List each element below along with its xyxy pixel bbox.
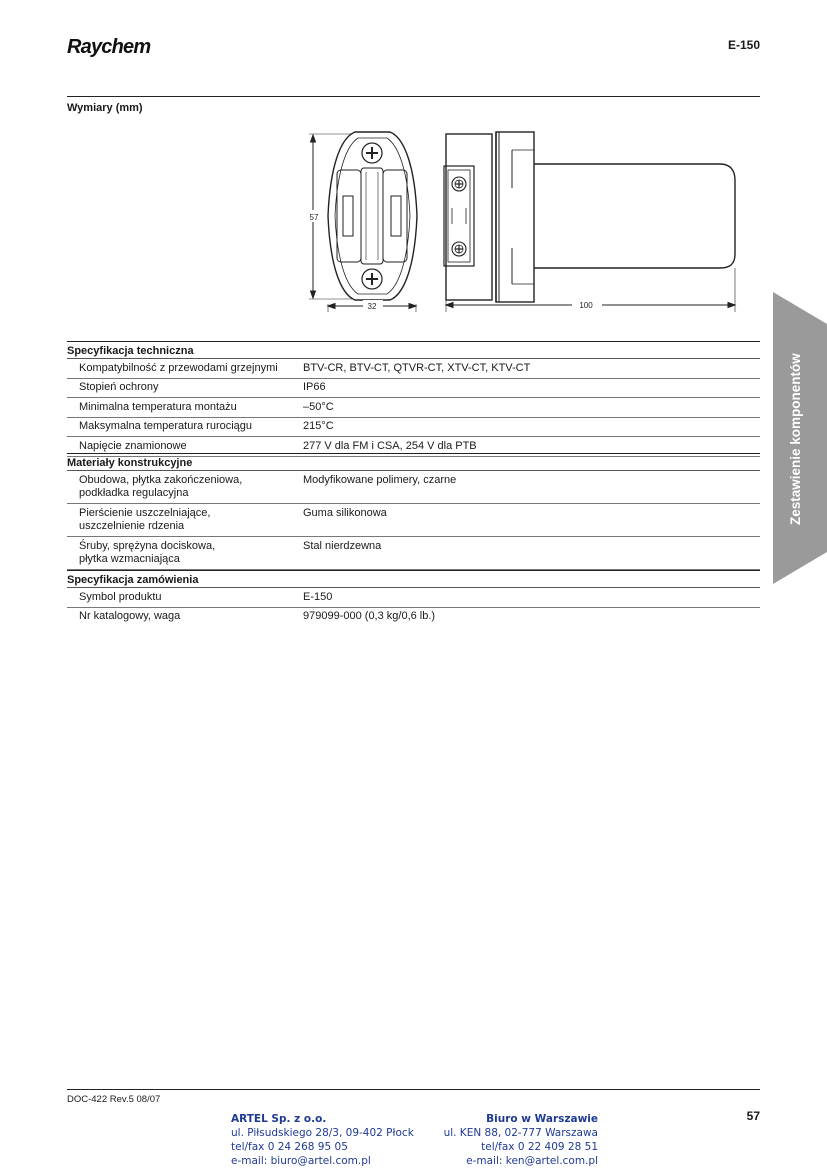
address-phone: tel/fax 0 22 409 28 51 — [481, 1141, 598, 1153]
document-revision: DOC-422 Rev.5 08/07 — [67, 1094, 161, 1105]
table-row — [67, 608, 760, 627]
spec-value: Stal nierdzewna — [303, 539, 382, 552]
spec-key: Stopień ochrony — [79, 381, 159, 393]
page-number: 57 — [746, 1109, 760, 1123]
tech-spec-title: Specyfikacja techniczna — [67, 341, 760, 359]
table-row — [67, 471, 760, 504]
company-name: ARTEL Sp. z o.o. — [231, 1113, 327, 1125]
tech-spec-table — [67, 341, 760, 457]
header-divider — [67, 96, 760, 97]
materials-title: Materiały konstrukcyjne — [67, 453, 760, 471]
address-email: e-mail: biuro@artel.com.pl — [231, 1155, 371, 1167]
dimension-width-label: 32 — [367, 302, 377, 311]
spec-value: E-150 — [303, 590, 333, 603]
dimensions-title: Wymiary (mm) — [67, 102, 143, 114]
spec-value: –50°C — [303, 400, 334, 413]
technical-drawing — [300, 128, 745, 318]
address-street: ul. Piłsudskiego 28/3, 09-402 Płock — [231, 1127, 414, 1139]
side-tab-label: Zestawienie komponentów — [788, 353, 803, 525]
table-row — [67, 537, 760, 570]
spec-key — [67, 507, 291, 534]
footer-address-right — [440, 1112, 598, 1168]
spec-value: 215°C — [303, 420, 334, 432]
spec-key: Kompatybilność z przewodami grzejnymi — [79, 361, 278, 374]
address-phone: tel/fax 0 24 268 95 05 — [231, 1141, 348, 1153]
spec-value: IP66 — [303, 381, 326, 393]
table-row — [67, 398, 760, 418]
spec-key: Napięcie znamionowe — [79, 439, 187, 452]
spec-key: Maksymalna temperatura rurociągu — [79, 420, 253, 432]
address-email: e-mail: ken@artel.com.pl — [466, 1155, 598, 1167]
spec-key-line: podkładka regulacyjna — [79, 487, 189, 499]
footer-address-left — [231, 1112, 414, 1168]
order-spec-title: Specyfikacja zamówienia — [67, 570, 760, 588]
spec-key: Minimalna temperatura montażu — [79, 400, 237, 413]
spec-key-line: Pierścienie uszczelniające, — [79, 506, 211, 519]
table-row — [67, 504, 760, 537]
table-row — [67, 359, 760, 379]
spec-value: BTV-CR, BTV-CT, QTVR-CT, XTV-CT, KTV-CT — [303, 361, 531, 374]
spec-key — [67, 474, 291, 501]
spec-key-line: płytka wzmacniająca — [79, 553, 180, 565]
spec-key: Nr katalogowy, waga — [79, 610, 181, 622]
table-row — [67, 588, 760, 608]
brand-logo: Raychem — [67, 36, 151, 58]
company-name: Biuro w Warszawie — [486, 1113, 598, 1125]
dimension-height-label: 57 — [309, 213, 319, 222]
spec-value: 979099-000 (0,3 kg/0,6 lb.) — [303, 610, 436, 622]
footer-divider — [67, 1089, 760, 1090]
spec-key: Symbol produktu — [79, 590, 162, 603]
table-row — [67, 418, 760, 438]
table-row — [67, 379, 760, 399]
spec-key-line: Obudowa, płytka zakończeniowa, — [79, 473, 243, 486]
spec-key-line: uszczelnienie rdzenia — [79, 520, 185, 532]
order-spec-table — [67, 570, 760, 626]
spec-key-line: Śruby, sprężyna dociskowa, — [79, 539, 216, 552]
product-code: E-150 — [727, 38, 760, 52]
dimension-length-label: 100 — [579, 301, 593, 310]
spec-value: Modyfikowane polimery, czarne — [303, 473, 457, 486]
materials-table — [67, 453, 760, 570]
address-street: ul. KEN 88, 02-777 Warszawa — [443, 1127, 598, 1139]
spec-value: 277 V dla FM i CSA, 254 V dla PTB — [303, 439, 477, 452]
spec-value: Guma silikonowa — [303, 506, 387, 519]
spec-key — [67, 540, 291, 567]
